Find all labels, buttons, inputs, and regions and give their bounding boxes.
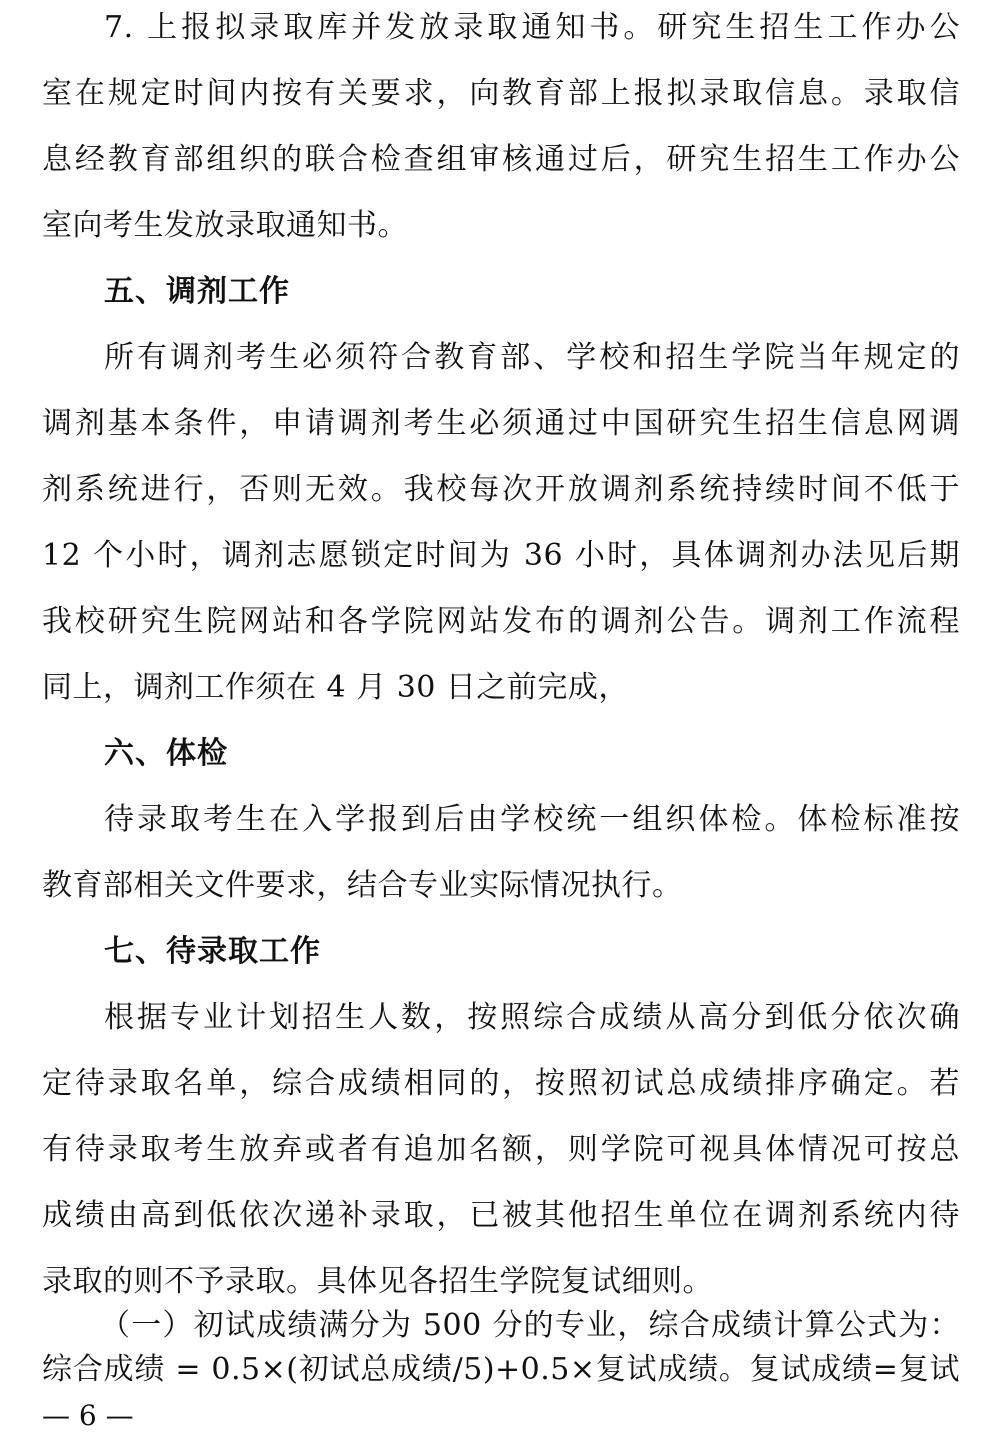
section7-line-2: 定待录取名单，综合成绩相同的，按照初试总成绩排序确定。若 — [42, 1066, 960, 1101]
section5-line-3: 剂系统进行，否则无效。我校每次开放调剂系统持续时间不低于 — [42, 472, 960, 507]
section5-line-1: 所有调剂考生必须符合教育部、学校和招生学院当年规定的 — [104, 340, 960, 375]
section7-line-5: 录取的则不予录取。具体见各招生学院复试细则。 — [42, 1264, 713, 1299]
section7-heading: 七、待录取工作 — [104, 934, 321, 969]
section5-line-4: 12 个小时，调剂志愿锁定时间为 36 小时，具体调剂办法见后期 — [42, 538, 960, 573]
section5-line-5: 我校研究生院网站和各学院网站发布的调剂公告。调剂工作流程 — [42, 604, 960, 639]
section6-heading: 六、体检 — [104, 736, 228, 771]
item7-line-1: 7. 上报拟录取库并发放录取通知书。研究生招生工作办公 — [104, 10, 960, 45]
section5-line-2: 调剂基本条件，申请调剂考生必须通过中国研究生招生信息网调 — [42, 406, 960, 441]
section6-line-1: 待录取考生在入学报到后由学校统一组织体检。体检标准按 — [104, 802, 960, 837]
section5-line-6: 同上，调剂工作须在 4 月 30 日之前完成， — [42, 670, 629, 705]
section6-line-2: 教育部相关文件要求，结合专业实际情况执行。 — [42, 868, 683, 903]
item7-line-4: 室向考生发放录取通知书。 — [42, 208, 408, 243]
formula-line-2: 综合成绩 = 0.5×(初试总成绩/5)+0.5×复试成绩。复试成绩=复试 — [42, 1352, 960, 1387]
section7-line-1: 根据专业计划招生人数，按照综合成绩从高分到低分依次确 — [104, 1000, 960, 1035]
item7-line-2: 室在规定时间内按有关要求，向教育部上报拟录取信息。录取信 — [42, 76, 960, 111]
section7-line-4: 成绩由高到低依次递补录取，已被其他招生单位在调剂系统内待 — [42, 1198, 960, 1233]
page-number: — 6 — — [42, 1399, 134, 1432]
section7-line-3: 有待录取考生放弃或者有追加名额，则学院可视具体情况可按总 — [42, 1132, 960, 1167]
item7-line-3: 息经教育部组织的联合检查组审核通过后，研究生招生工作办公 — [42, 142, 960, 177]
section5-heading: 五、调剂工作 — [104, 274, 290, 309]
formula-line-1: （一）初试成绩满分为 500 分的专业，综合成绩计算公式为： — [100, 1308, 960, 1343]
